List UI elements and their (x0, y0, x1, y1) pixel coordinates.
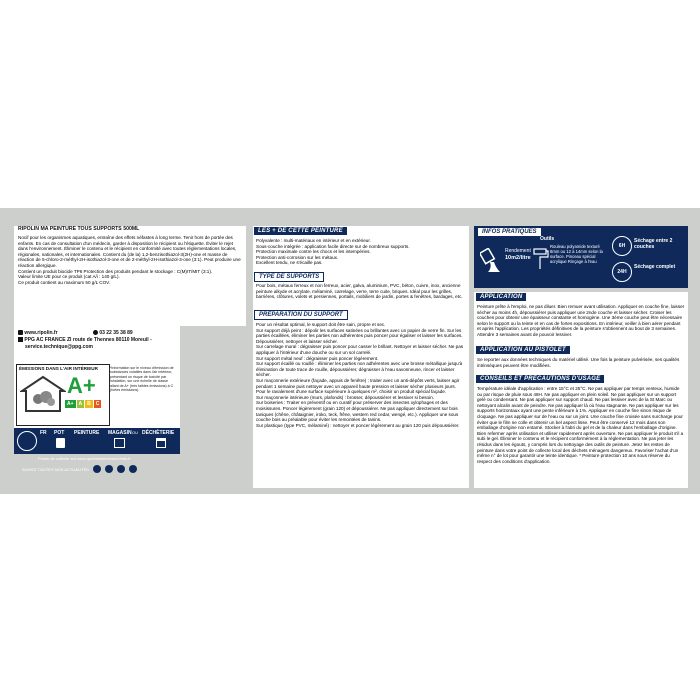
rating-badge: A+ (67, 373, 96, 398)
address-text: PPG AC FRANCE ZI route de Thennes 80110 Moreuil - (24, 337, 152, 343)
triman-peinture: PEINTURE (74, 430, 100, 436)
website-link[interactable]: www.ripolin.fr (24, 330, 58, 336)
triman-pot: POT (54, 430, 65, 436)
social-row (22, 465, 137, 473)
rendement-value: 10m2/litre (505, 255, 531, 261)
prep-item: Sur boiseries : Traiter en préventif ou en curatif pour préserver des insectes xylophages et des moisissures. Poncer légèrement (grain 120) et dépoussiérer. Ne pas appliquer directement sur bois taniques (chêne, châtaignier, iroko, teck, frêne, western red cedar, wengé, etc.). Appliquer une sous couche bois au préalable pour éviter les remontées de tanins. (256, 400, 459, 423)
triman-magasin: MAGASIN (108, 430, 132, 436)
rendement-label: Rendement (505, 248, 531, 254)
timer-6h-icon: 6H (612, 236, 632, 256)
prep-item: Pour un résultat optimal, le support doit être sain, propre et sec. (256, 322, 386, 327)
cov-text: Ce produit contient au maximum 50 g/L COV. (18, 279, 111, 285)
warning-paragraph: Nocif pour les organismes aquatiques, entraîne des effets néfastes à long terme. Tenir hors de portée des enfants. En cas de consultation d'un médecin, garder à disposition le récipient ou l'étiquette. Éviter le rejet dans l'environnement. Éliminer le contenu et le récipient en conformité avec toutes réglementations locales, régionales, nationales, et internationales. Contient du (de la) 1,2-benzisothiazol-3(2H)-one et masse de réaction de 5-chloro-2-méthyl-2H-isothiazol-3-one et de 2-méthyl-2H-isothiazol-3-one (3:1). Peut produire une réaction allergique. (18, 235, 241, 268)
prep-item: Sur maçonnerie extérieure (façade, appuis de fenêtre) : traiter avec un anti-dépôts verts, laisser agir pendant 1 semaine puis nettoyer avec un appareil haute pression et laisser sécher plusieurs jours. Pour le ravalement d'une surface supérieure à quelques m², choisir un produit spécial façade. (256, 377, 460, 395)
web-icon (18, 330, 23, 335)
contact-block (18, 330, 178, 351)
plus-item: Sous-couche intégrée : application facile directe sur de nombreux supports. (256, 243, 410, 249)
header-conseils: CONSEILS ET PRÉCAUTIONS D'USAGE (476, 375, 604, 383)
header-infos: INFOS PRATIQUES (478, 228, 541, 236)
triman-ou: OU (132, 430, 138, 435)
plus-item: Polyvalente : multi-matériaux en intérieur et en extérieur. (256, 238, 371, 243)
address-row (18, 337, 178, 344)
sechage-couches: Séchage entre 2 couches (634, 238, 673, 250)
scale-a-plus: A+ (67, 401, 74, 407)
roller-icon (533, 248, 549, 270)
header-plus: LES + DE CETTE PEINTURE (254, 227, 347, 235)
warning-text (18, 235, 243, 285)
prep-item: Sur maçonnerie intérieure (murs, plafonds) : brosser, dépoussiérer et lessiver si besoin. (256, 394, 434, 400)
plus-item: Excellent tendu, ne s'écaille pas. (256, 260, 323, 266)
triman-banner (14, 428, 180, 454)
phone-number: 03 22 35 38 89 (99, 330, 133, 336)
prep-item: Sur plastique (type PVC, mélaminé) : nettoyer et poncer légèrement au grain 120 puis dépoussiérer. (256, 422, 460, 428)
header-application: APPLICATION (476, 293, 526, 301)
header-preparation: PRÉPARATION DU SUPPORT (254, 310, 348, 320)
email-text[interactable]: service.technique@ppg.com (25, 344, 93, 350)
conseils-text: Température idéale d'application : entre 15°C et 25°C. Ne pas appliquer par temps venteux, humide ou par risque de pluie sous 48H. Ne pas appliquer en plein soleil. Ne pas appliquer sur un support gelé ou condensant. Ne pas appliquer sur support chaud. Ne pas lessiver avec de la St Marc ou nettoyant alcalin avant de peindre. Ne pas appliquer là où l'eau stagnante. Ne pas appliquer sur les supports horizontaux ayant une pente inférieure à 1%. Appliquer en couche fine sinon risque de cloquage. Ne pas appliquer sur de l'eau ou sur un joint. Une couche fine croisée sans surcharge pour éviter que le film ne colle et obtenir un bel aspect lisse. Peut être conservé 12 mois dans son emballage d'origine non entamé. Stocker à l'abri du gel et de la chaleur dans l'emballage d'origine. Bien refermer après utilisation et utiliser rapidement après ouverture. Ne pas appliquer le produit s'il a subi le gel. Éliminer le contenu et le récipient conformément à la réglementation. Ne pas jeter les résidus dans les égouts, y compris lors du nettoyage des outils de peinture. Jetez les restes de peinture dans votre point de collecte local des déchets ménagers dangereux. Favoriser l'achat d'un même n° de lot pour garantir une teinte identique. * Peinture protection 10 ans sous réserve du respect des conditions d'application. (477, 386, 684, 464)
timer-24h-icon: 24H (612, 262, 632, 282)
house-icon (20, 375, 66, 413)
emissions-note: *Information sur le niveau d'émission de substances volatiles dans l'air intérieur, présentant un risque de toxicité par inhalation, sur une échelle de classe allant de A+ (très faibles émissions) à C (fortes émissions). (110, 366, 174, 393)
phone-icon (93, 330, 98, 335)
website-row (18, 330, 178, 337)
scale-c: C (95, 401, 100, 407)
limit-value-text: Valeur limite UE pour ce produit (cat A/i : 140 g/L). (18, 274, 120, 280)
sechage-complet: Séchage complet (634, 264, 676, 270)
emissions-title: ÉMISSIONS DANS L'AIR INTÉRIEUR (19, 366, 98, 371)
triman-collect[interactable]: Points de collecte sur www.quefairedemesdechets.fr (38, 456, 131, 461)
biocide-text: Contient un produit biocide TP6 Protection des produits pendant le stockage : C(M)IT/MIT (3:1). (18, 268, 213, 274)
prep-item: Sur carrelage mural : dégraisser puis poncer pour casser le brillant. Nettoyer et laisser sécher. Ne pas appliquer à l'intérieur d'une douche ou sur un sol carrelé. (256, 344, 464, 355)
outils-text: Rouleau polyamide texturé 8mm ou 12 à 14mm selon la surface. Pinceau spécial acrylique Rinçage à l'eau (550, 244, 603, 264)
youtube-icon[interactable] (129, 465, 137, 473)
preparation-text (256, 322, 466, 428)
emissions-box (16, 364, 110, 426)
plus-list (256, 238, 466, 266)
application-text: Peinture prête à l'emploi, ne pas diluer. Bien remuer avant utilisation. Appliquer en couche fine, laisser sécher au moins 4h, dépoussiérer puis appliquer une 2nde couche et laisser sécher. Croiser les couches pour obtenir une épaisseur constante et homogène. Une 3ème couche peut être nécessaire selon le support ou la teinte et en cas de fortes expositions. En intérieur, veiller à bien aérer pendant et après l'application. Les propriétés définitives de la peinture s'obtiennent au bout de 3 semaines. Attendre 3 semaines avant de pouvoir lessiver. (477, 304, 685, 337)
store-icon (114, 438, 125, 448)
supports-text: Pour bois, métaux ferreux et non ferreux, acier, galva, aluminium, PVC, béton, cuivre, inox, ancienne peinture alkyde et acrylate, mélaminé, carrelage, verre, terre cuite, briques. Idéal pour les grilles, barrières, clôtures, volets et persiennes, portails, mobiliers de jardin, portes & fenêtres, bardages, etc. (256, 283, 463, 300)
header-pistolet: APPLICATION AU PISTOLET (476, 346, 570, 354)
header-supports: TYPE DE SUPPORTS (254, 272, 324, 282)
instagram-icon[interactable] (105, 465, 113, 473)
prep-item: Sur support métal neuf : dégraisser puis poncer légèrement. (256, 355, 379, 361)
pistolet-text: Se reporter aux données techniques du matériel utilisé. Une fois la peinture pulvérisée, ses qualités intrinsèques peuvent être modifiées. (477, 357, 680, 368)
paint-pot-icon (56, 438, 65, 448)
recycling-bin-icon (156, 438, 166, 448)
scale-a: A (78, 401, 83, 407)
plus-item: Protection maximale contre les chocs et les intempéries. (256, 249, 371, 255)
address-icon (18, 337, 23, 342)
prep-item: Sur support écaillé ou rouillé : éliminer les parties non adhérentes avec une brosse métallique jusqu'à élimination de toute trace de rouille, dépoussiérer, dégraisser à l'eau savonneuse, rincer et laisser sécher. (256, 361, 463, 378)
pinterest-icon[interactable] (117, 465, 125, 473)
prep-item: Sur support déjà peint : dépolir les surfaces satinées ou brillantes avec un papier de verre fin. Sur les parties écaillées, éliminer les parties non adhérentes puis poncer pour égaliser et laisser les surfaces. Dépoussiérer, nettoyer et laisser sécher. (256, 327, 463, 344)
paint-pour-icon (480, 248, 504, 274)
triman-decheterie: DÉCHÈTERIE (142, 430, 175, 436)
plus-item: Protection anti-corrosion sur les métaux. (256, 254, 339, 260)
outils-label: Outils (540, 236, 555, 242)
scale-b: B (87, 401, 91, 407)
social-label: SUIVEZ TOUTES NOS ACTUALITÉS (22, 466, 89, 472)
triman-icon (17, 431, 37, 451)
triman-fr: FR (40, 430, 47, 436)
product-title: RIPOLIN MA PEINTURE TOUS SUPPORTS 500ML (18, 226, 140, 232)
facebook-icon[interactable] (93, 465, 101, 473)
rating-scale (65, 400, 101, 408)
